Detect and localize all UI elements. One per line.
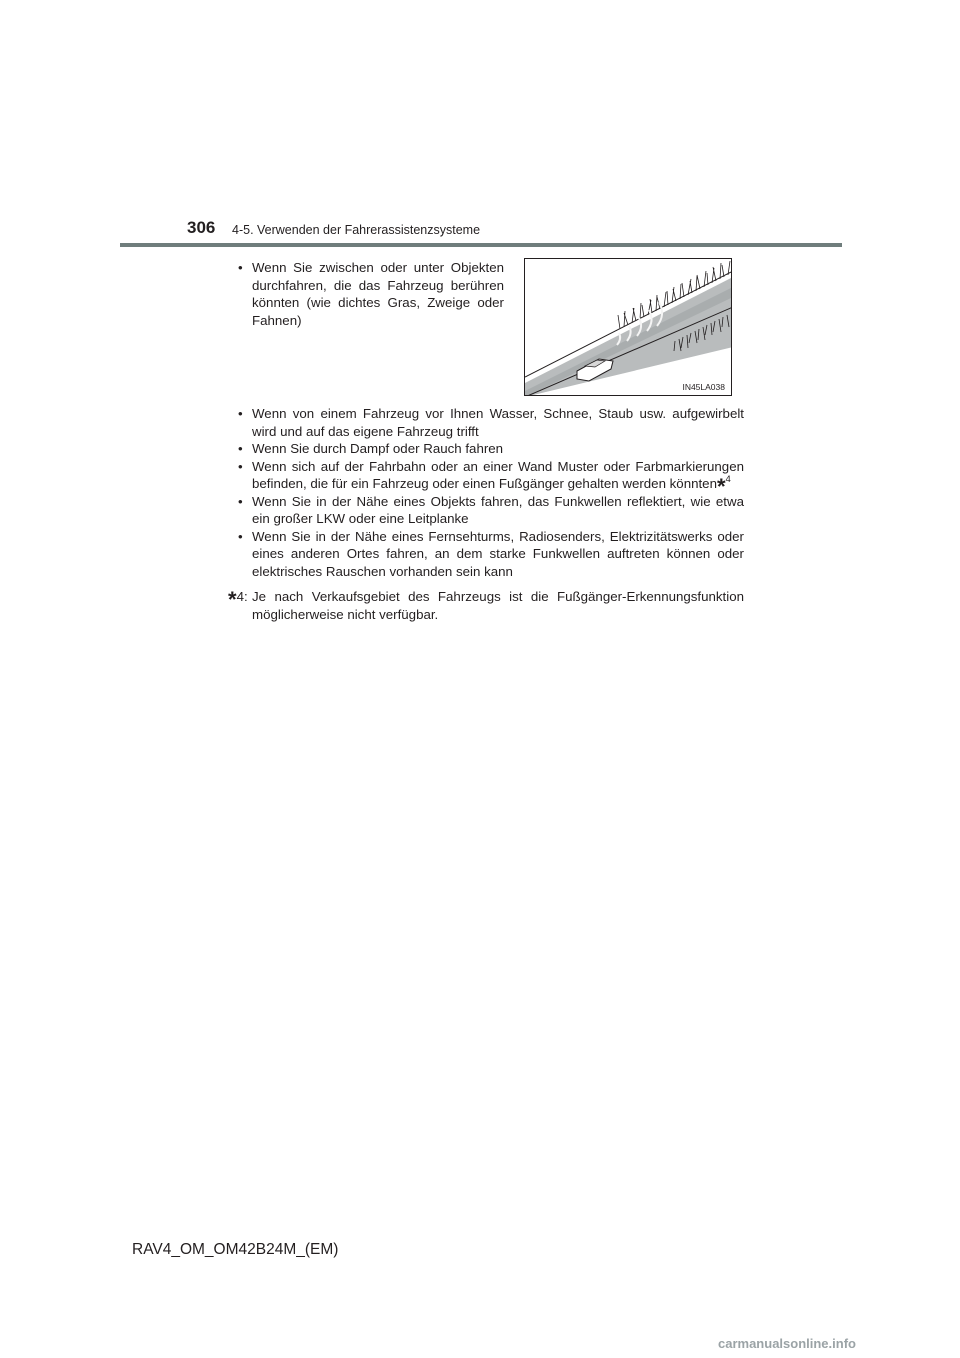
footnote (228, 588, 744, 623)
footnote-label (228, 587, 248, 612)
bullet-symbol: • (238, 406, 243, 421)
watermark: carmanualsonline.info (718, 1336, 856, 1351)
road-illustration (524, 258, 732, 396)
bullet-dense-objects (238, 259, 504, 329)
bullet-line: Wenn Sie in der Nähe eines Fernsehturms, Radiosenders, Elektrizitätswerks oder (252, 528, 744, 544)
bullet-line: durchfahren, die das Fahrzeug berühren (252, 277, 504, 293)
footnote-reference: 4 (725, 474, 731, 485)
bullet-list (238, 405, 744, 580)
footnote-line: Je nach Verkaufsgebiet des Fahrzeugs ist die Fußgänger-Erkennungsfunktion (252, 589, 744, 604)
bullet-line: elektrisches Rauschen vorhanden sein kann (252, 563, 513, 579)
bullet-line: ein großer LKW oder eine Leitplanke (252, 511, 469, 526)
bullet-symbol: • (238, 260, 243, 275)
header-divider (120, 243, 842, 247)
figure-code: IN45LA038 (682, 382, 725, 392)
bullet-line (252, 474, 744, 499)
bullet-line: könnten (wie dichtes Gras, Zweige oder (252, 295, 504, 310)
bullet-symbol: • (238, 493, 243, 509)
road-with-grass-illustration (525, 259, 732, 396)
bullet-symbol: • (238, 458, 243, 474)
bullet-line: Wenn sich auf der Fahrbahn oder an einer Wand Muster oder Farbmarkierungen (252, 458, 744, 474)
section-title: 4-5. Verwenden der Fahrerassistenzsysteme (232, 223, 481, 237)
bullet-spray (238, 405, 744, 440)
document-code: RAV4_OM_OM42B24M_(EM) (132, 1241, 339, 1258)
footnote-mark: * (716, 474, 726, 499)
bullet-radio (238, 528, 744, 581)
bullet-line: Wenn Sie zwischen oder unter Objekten (252, 260, 504, 275)
bullet-line-text: befinden, die für ein Fahrzeug oder einen Fußgänger gehalten werden könnten (252, 476, 717, 491)
bullet-line: Wenn Sie durch Dampf oder Rauch fahren (252, 441, 504, 456)
bullet-steam (238, 440, 744, 458)
bullet-line: Wenn Sie in der Nähe eines Objekts fahren, das Funkwellen reflektiert, wie etwa (252, 493, 744, 509)
bullet-line: Wenn von einem Fahrzeug vor Ihnen Wasser, Schnee, Staub usw. aufgewirbelt (252, 406, 744, 421)
bullet-symbol: • (238, 441, 243, 456)
bullet-line: eines anderen Ortes fahren, an dem starke Funkwellen auftreten können oder (252, 546, 744, 561)
bullet-line: Fahnen) (252, 312, 302, 328)
footnote-separator: : (243, 589, 248, 604)
bullet-symbol: • (238, 528, 243, 544)
footnote-mark: * (228, 587, 237, 612)
footnote-text (252, 588, 744, 623)
footnote-number: 4 (236, 589, 244, 604)
bullet-line: wird und auf das eigene Fahrzeug trifft (252, 423, 479, 439)
page-number: 306 (187, 218, 216, 237)
bullet-reflect (238, 493, 744, 528)
bullet-patterns (238, 458, 744, 499)
footnote-line: möglicherweise nicht verfügbar. (252, 606, 439, 622)
